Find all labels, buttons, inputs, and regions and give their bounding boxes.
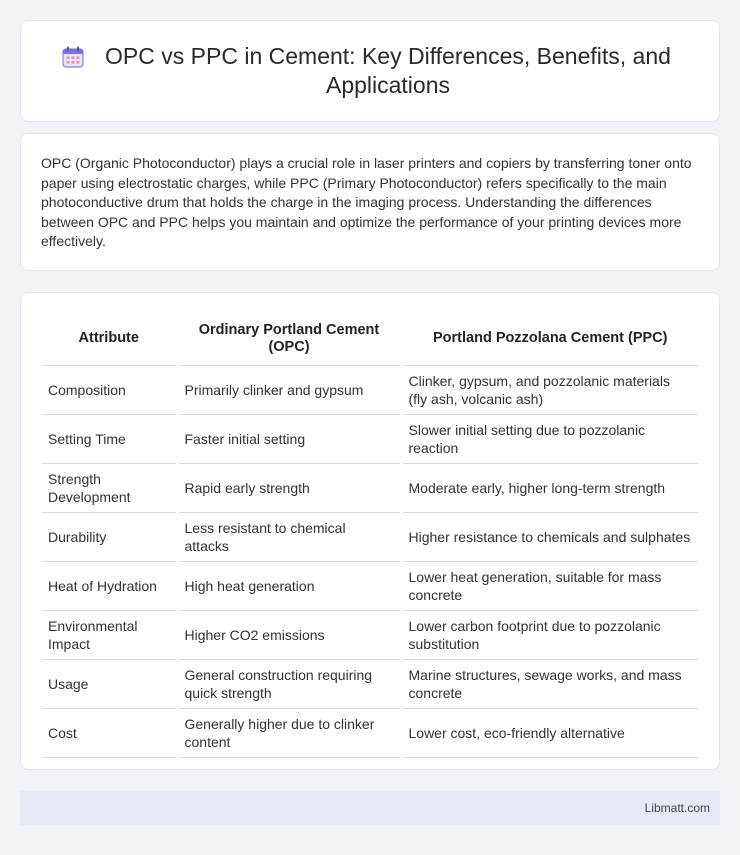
row-opc-value: Higher CO2 emissions — [177, 610, 401, 659]
table-row — [42, 414, 698, 463]
row-opc-value: Faster initial setting — [177, 414, 401, 463]
row-ppc-value: Marine structures, sewage works, and mass concrete — [401, 659, 698, 708]
footer — [20, 791, 720, 825]
row-ppc-value: Lower heat generation, suitable for mass concrete — [401, 561, 698, 610]
intro-paragraph: OPC (Organic Photoconductor) plays a crucial role in laser printers and copiers by transferring toner onto paper using electrostatic charges, while PPC (Primary Photoconductor) refers specifically to the main photoconductive drum that holds the charge in the imaging process. Understanding the differences between OPC and PPC helps you maintain and optimize the performance of your printing devices more effectively. — [41, 155, 692, 250]
table-header-row — [42, 313, 698, 365]
row-attribute: Strength Development — [42, 463, 177, 512]
row-opc-value: Rapid early strength — [177, 463, 401, 512]
row-attribute: Setting Time — [42, 414, 177, 463]
table-row — [42, 659, 698, 708]
table-row — [42, 512, 698, 561]
comparison-table-card — [20, 292, 720, 770]
page-title: OPC vs PPC in Cement: Key Differences, Benefits, and Applications — [105, 43, 671, 98]
title-wrap — [60, 42, 680, 100]
row-ppc-value: Lower carbon footprint due to pozzolanic substitution — [401, 610, 698, 659]
row-ppc-value: Higher resistance to chemicals and sulphates — [401, 512, 698, 561]
table-row — [42, 561, 698, 610]
row-attribute: Durability — [42, 512, 177, 561]
row-attribute: Composition — [42, 365, 177, 414]
row-attribute: Cost — [42, 708, 177, 757]
row-ppc-value: Clinker, gypsum, and pozzolanic materials (fly ash, volcanic ash) — [401, 365, 698, 414]
footer-brand[interactable]: Libmatt.com — [644, 801, 710, 815]
row-opc-value: Primarily clinker and gypsum — [177, 365, 401, 414]
row-opc-value: High heat generation — [177, 561, 401, 610]
row-ppc-value: Moderate early, higher long-term strength — [401, 463, 698, 512]
header-ppc: Portland Pozzolana Cement (PPC) — [401, 313, 698, 365]
title-card — [20, 20, 720, 122]
table-row — [42, 365, 698, 414]
header-opc: Ordinary Portland Cement (OPC) — [177, 313, 401, 365]
row-opc-value: Less resistant to chemical attacks — [177, 512, 401, 561]
row-attribute: Heat of Hydration — [42, 561, 177, 610]
row-ppc-value: Slower initial setting due to pozzolanic reaction — [401, 414, 698, 463]
header-attribute: Attribute — [42, 313, 177, 365]
row-attribute: Usage — [42, 659, 177, 708]
calendar-icon — [60, 44, 86, 70]
table-row — [42, 610, 698, 659]
row-attribute: Environmental Impact — [42, 610, 177, 659]
table-row — [42, 463, 698, 512]
row-opc-value: General construction requiring quick strength — [177, 659, 401, 708]
intro-card — [20, 133, 720, 271]
table-row — [42, 708, 698, 757]
comparison-table — [42, 313, 698, 758]
row-ppc-value: Lower cost, eco-friendly alternative — [401, 708, 698, 757]
row-opc-value: Generally higher due to clinker content — [177, 708, 401, 757]
